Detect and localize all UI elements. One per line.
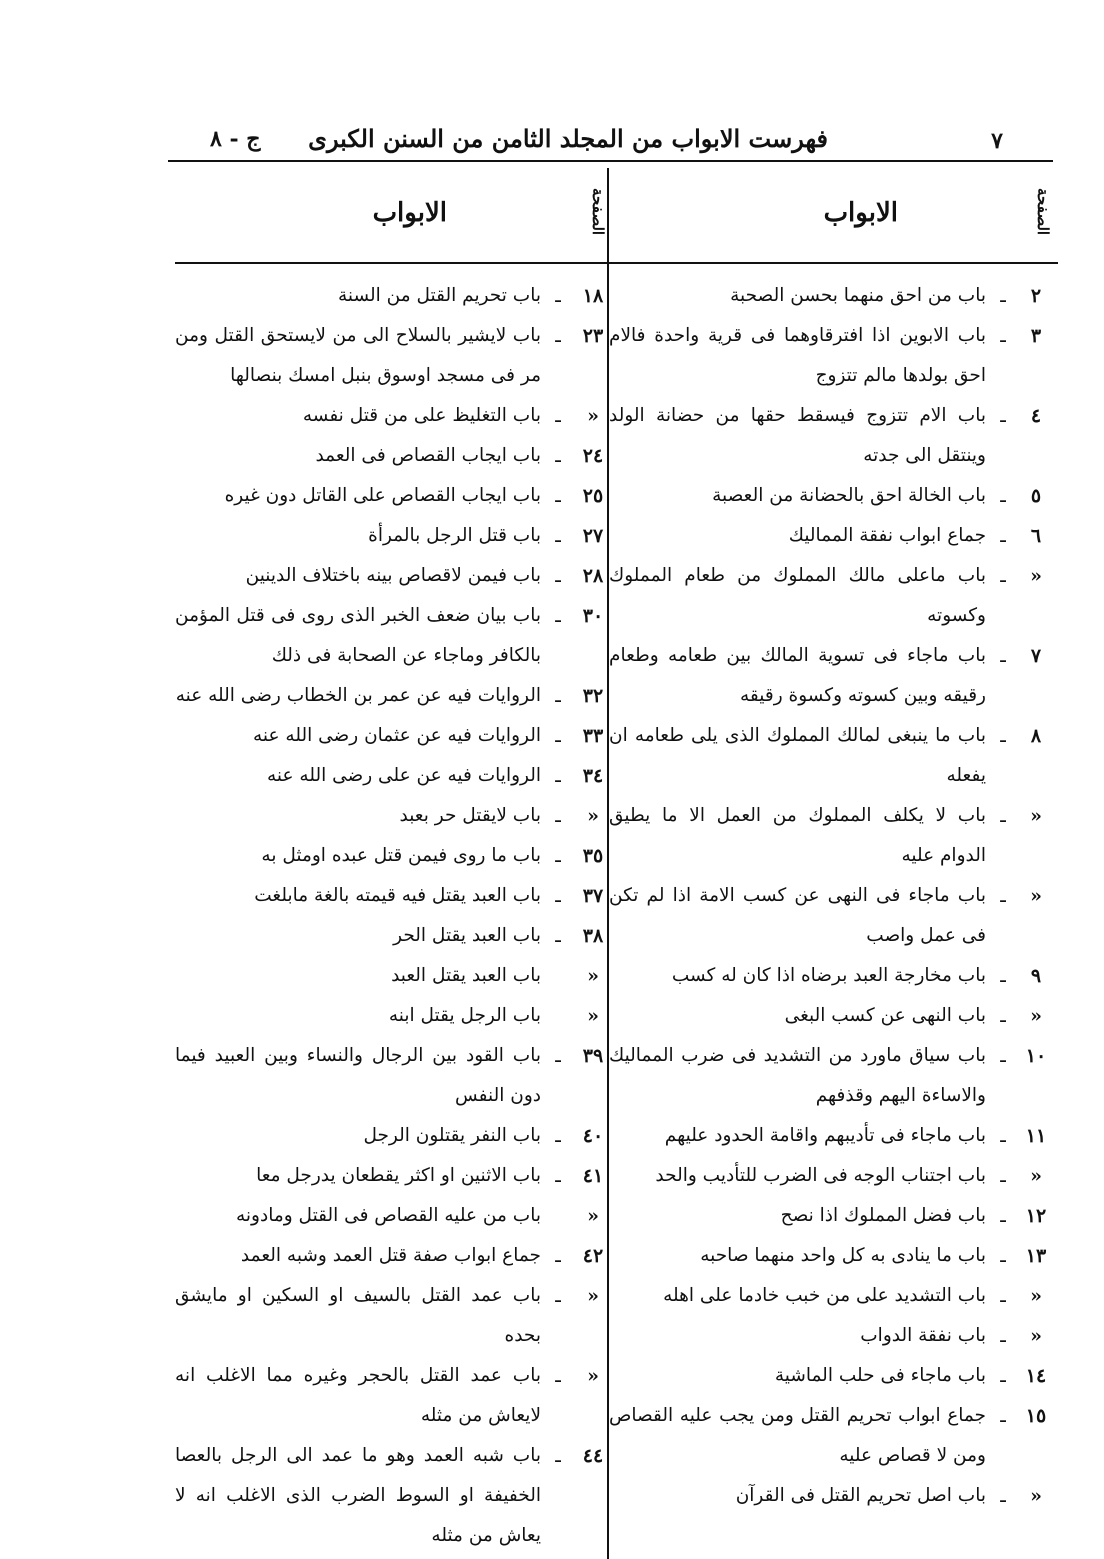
entry-page-number: ٢٣ [582,325,604,347]
entry-dash: ـ [1000,485,1006,507]
list-item [175,1196,607,1236]
entry-title: الروايات فيه عن عمر بن الخطاب رضى الله عنه [175,685,541,706]
entry-title: باب من احق منهما بحسن الصحبة [730,285,986,306]
list-item [609,1236,1058,1276]
entry-page-number: « [587,1005,599,1027]
list-item [175,1036,607,1116]
entry-title: باب نفقة الدواب [860,1325,986,1346]
entry-title: باب النهى عن كسب البغى [784,1005,986,1026]
entry-page-number: ١٠ [1025,1045,1047,1067]
list-item [175,876,607,916]
entry-dash: ـ [1000,885,1006,907]
entry-dash: ـ [1000,1125,1006,1147]
entry-page-number: ٣٨ [582,925,604,947]
entry-page-number: ٣٢ [582,685,604,707]
entry-dash: ـ [555,1165,561,1187]
volume-label: ج - ٨ [210,126,261,152]
entry-page-number: « [1030,885,1042,907]
entry-page-number: « [1030,1485,1042,1507]
left-column-heading [175,168,607,262]
entry-title: باب الام تتزوج فيسقط حقها من حضانة الولد وينتقل الى جدته [609,405,986,466]
entry-page-number: ٢ [1030,285,1042,307]
page-column-heading: الصفحة [1034,188,1052,236]
chapters-heading: الابواب [823,198,898,228]
entry-page-number: ١٢ [1025,1205,1047,1227]
entry-title: باب ماعلى مالك المملوك من طعام المملوك وكسوته [609,565,986,626]
entry-dash: ـ [555,285,561,307]
entry-page-number: ٢٥ [582,485,604,507]
entry-title: باب قتل الرجل بالمرأة [368,525,541,546]
entry-title: باب ماجاء فى تسوية المالك بين طعامه وطعام رقيقه وبين كسوته وكسوة رقيقه [609,645,986,706]
entry-page-number: ٢٧ [582,525,604,547]
entry-title: باب اصل تحريم القتل فى القرآن [735,1485,986,1506]
list-item [609,1476,1058,1516]
entry-title: باب التغليظ على من قتل نفسه [302,405,541,426]
entry-page-number: ٤١ [582,1165,604,1187]
entry-title: باب اجتناب الوجه فى الضرب للتأديب والحد [655,1165,986,1186]
list-item [175,516,607,556]
entry-dash: ـ [1000,1365,1006,1387]
list-item [175,276,607,316]
entry-page-number: ٩ [1030,965,1042,987]
list-item [175,956,607,996]
entry-title: الروايات فيه عن عثمان رضى الله عنه [253,725,541,746]
entry-dash: ـ [1000,1485,1006,1507]
list-item [175,396,607,436]
list-item [609,796,1058,876]
entry-page-number: ٣٤ [582,765,604,787]
entry-title: باب فضل المملوك اذا نصح [780,1205,986,1226]
entry-title: باب الخالة احق بالحضانة من العصبة [712,485,986,506]
entry-dash: ـ [555,445,561,467]
entry-dash: ـ [1000,1405,1006,1427]
page-title: فهرست الابواب من المجلد الثامن من السنن الكبرى [308,124,828,153]
entry-dash: ـ [555,805,561,827]
entry-title: باب القود بين الرجال والنساء وبين العبيد فيما دون النفس [175,1045,541,1106]
entry-dash: ـ [555,1125,561,1147]
entry-dash: ـ [1000,285,1006,307]
list-item [609,1316,1058,1356]
entry-title: باب الاثنين او اكثر يقطعان يدرجل معا [256,1165,541,1186]
entry-page-number: « [587,1285,599,1307]
entry-page-number: ٣٥ [582,845,604,867]
right-column [609,168,1058,1559]
entry-dash: ـ [1000,645,1006,667]
entry-title: باب ايجاب القصاص فى العمد [315,445,541,466]
entry-page-number: ٧ [1030,645,1042,667]
entry-page-number: ٤٢ [582,1245,604,1267]
list-item [609,1396,1058,1476]
list-item [175,556,607,596]
entry-page-number: « [587,405,599,427]
entry-title: باب ماجاء فى تأديبهم واقامة الحدود عليهم [664,1125,986,1146]
list-item [609,1116,1058,1156]
entry-dash: ـ [1000,325,1006,347]
entry-title: الروايات فيه عن على رضى الله عنه [266,765,541,786]
entry-page-number: « [1030,1325,1042,1347]
list-item [175,596,607,676]
list-item [609,316,1058,396]
entry-dash: ـ [1000,525,1006,547]
entry-title: باب سياق ماورد من التشديد فى ضرب المماليك والاساءة اليهم وقذفهم [609,1045,986,1106]
entry-title: باب شبه العمد وهو ما عمد الى الرجل بالعصا الخفيفة او السوط الضرب الذى الاغلب انه لا يعاش من مثله [175,1445,541,1546]
list-item [175,436,607,476]
entry-title: باب ما ينبغى لمالك المملوك الذى يلى طعامه ان يفعله [609,725,986,786]
list-item [609,276,1058,316]
right-entries-list [609,276,1058,1516]
entry-title: باب الابوين اذا افترقاوهما فى قرية واحدة فالام احق بولدها مالم تتزوج [609,325,986,386]
list-item [609,956,1058,996]
entry-title: جماع ابواب نفقة المماليك [788,525,986,546]
entry-page-number: ٦ [1030,525,1042,547]
entry-title: باب لا يكلف المملوك من العمل الا ما يطيق الدوام عليه [609,805,986,866]
list-item [609,876,1058,956]
list-item [175,316,607,396]
entry-title: باب فيمن لاقصاص بينه باختلاف الدينين [245,565,541,586]
list-item [175,476,607,516]
list-item [175,676,607,716]
list-item [609,516,1058,556]
index-table [175,168,1058,1559]
entry-dash: ـ [555,765,561,787]
entry-dash: ـ [555,925,561,947]
page-header [168,118,1053,162]
entry-title: باب لايقتل حر بعبد [399,805,541,826]
entry-page-number: ٨ [1030,725,1042,747]
entry-page-number: ٥ [1030,485,1042,507]
entry-title: باب العبد يقتل العبد [391,965,541,986]
entry-dash: ـ [555,525,561,547]
entry-page-number: ٣ [1030,325,1042,347]
page-column-heading: الصفحة [589,188,607,236]
list-item [175,836,607,876]
entry-dash: ـ [555,1445,561,1467]
right-column-heading [609,168,1058,262]
entry-page-number: ٤ [1030,405,1042,427]
entry-page-number: ١٥ [1025,1405,1047,1427]
list-item [609,1156,1058,1196]
entry-dash: ـ [555,885,561,907]
list-item [175,716,607,756]
entry-title: باب الرجل يقتل ابنه [388,1005,541,1026]
list-item [175,1436,607,1556]
entry-dash: ـ [1000,1285,1006,1307]
entry-dash: ـ [1000,805,1006,827]
entry-title: باب التشديد على من خبب خادما على اهله [663,1285,986,1306]
entry-dash: ـ [555,485,561,507]
entry-title: باب عمد القتل بالسيف او السكين او مايشق بحده [175,1285,541,1346]
chapters-heading: الابواب [372,198,447,228]
list-item [175,1356,607,1436]
list-item [175,756,607,796]
entry-title: جماع ابواب صفة قتل العمد وشبه العمد [240,1245,541,1266]
entry-dash: ـ [555,725,561,747]
entry-title: باب ما ينادى به كل واحد منهما صاحبه [700,1245,986,1266]
list-item [175,1276,607,1356]
entry-page-number: ٣٧ [582,885,604,907]
list-item [609,1036,1058,1116]
entry-page-number: « [1030,1165,1042,1187]
entry-page-number: ٣٩ [582,1045,604,1067]
entry-dash: ـ [1000,1205,1006,1227]
list-item [609,716,1058,796]
entry-page-number: ٣٣ [582,725,604,747]
entry-dash: ـ [555,845,561,867]
entry-title: باب ايجاب القصاص على القاتل دون غيره [224,485,541,506]
entry-title: باب بيان ضعف الخبر الذى روى فى قتل المؤمن بالكافر وماجاء عن الصحابة فى ذلك [175,605,541,666]
entry-title: باب ماجاء فى النهى عن كسب الامة اذا لم تكن فى عمل واصب [609,885,986,946]
list-item [175,1236,607,1276]
entry-page-number: « [1030,1005,1042,1027]
entry-page-number: « [587,805,599,827]
list-item [609,556,1058,636]
list-item [175,1156,607,1196]
list-item [175,996,607,1036]
entry-dash: ـ [555,605,561,627]
entry-dash: ـ [555,325,561,347]
entry-dash: ـ [555,1245,561,1267]
list-item [609,1196,1058,1236]
list-item [609,636,1058,716]
list-item [609,396,1058,476]
entry-dash: ـ [1000,725,1006,747]
entry-page-number: ١٣ [1025,1245,1047,1267]
entry-page-number: « [1030,565,1042,587]
entry-title: باب لايشير بالسلاح الى من لايستحق القتل ومن مر فى مسجد اوسوق بنبل امسك بنصالها [175,325,541,386]
left-column [175,168,607,1559]
list-item [175,796,607,836]
entry-title: باب النفر يقتلون الرجل [363,1125,541,1146]
entry-page-number: « [587,965,599,987]
left-entries-list [175,276,607,1556]
entry-page-number: ١٨ [582,285,604,307]
entry-dash: ـ [555,1365,561,1387]
entry-dash: ـ [555,565,561,587]
list-item [609,1276,1058,1316]
entry-title: باب مخارجة العبد برضاه اذا كان له كسب [671,965,986,986]
entry-page-number: ٤٤ [582,1445,604,1467]
list-item [175,916,607,956]
entry-dash: ـ [1000,1245,1006,1267]
entry-title: باب ماجاء فى حلب الماشية [774,1365,986,1386]
entry-title: جماع ابواب تحريم القتل ومن يجب عليه القصاص ومن لا قصاص عليه [609,1405,986,1466]
entry-title: باب العبد يقتل فيه قيمته بالغة مابلغت [254,885,541,906]
entry-dash: ـ [555,1045,561,1067]
entry-page-number: « [1030,805,1042,827]
entry-dash: ـ [555,685,561,707]
entry-page-number: ٢٨ [582,565,604,587]
entry-title: باب العبد يقتل الحر [393,925,541,946]
entry-title: باب عمد القتل بالحجر وغيره مما الاغلب انه لايعاش من مثله [175,1365,541,1426]
list-item [175,1116,607,1156]
list-item [609,1356,1058,1396]
entry-page-number: ١٤ [1025,1365,1047,1387]
entry-dash: ـ [1000,565,1006,587]
entry-page-number: « [1030,1285,1042,1307]
entry-dash: ـ [1000,405,1006,427]
entry-dash: ـ [1000,1005,1006,1027]
entry-page-number: ١١ [1025,1125,1047,1147]
entry-dash: ـ [555,405,561,427]
entry-dash: ـ [1000,1045,1006,1067]
list-item [609,996,1058,1036]
entry-title: باب ما روى فيمن قتل عبده اومثل به [261,845,541,866]
entry-title: باب تحريم القتل من السنة [338,285,541,306]
entry-page-number: ٢٤ [582,445,604,467]
entry-page-number: « [587,1365,599,1387]
list-item [609,476,1058,516]
entry-page-number: ٣٠ [582,605,604,627]
entry-page-number: ٤٠ [582,1125,604,1147]
entry-page-number: « [587,1205,599,1227]
entry-title: باب من عليه القصاص فى القتل ومادونه [235,1205,541,1226]
entry-dash: ـ [1000,965,1006,987]
entry-dash: ـ [1000,1165,1006,1187]
entry-dash: ـ [1000,1325,1006,1347]
entry-dash: ـ [555,1285,561,1307]
page-number: ٧ [991,128,1003,154]
